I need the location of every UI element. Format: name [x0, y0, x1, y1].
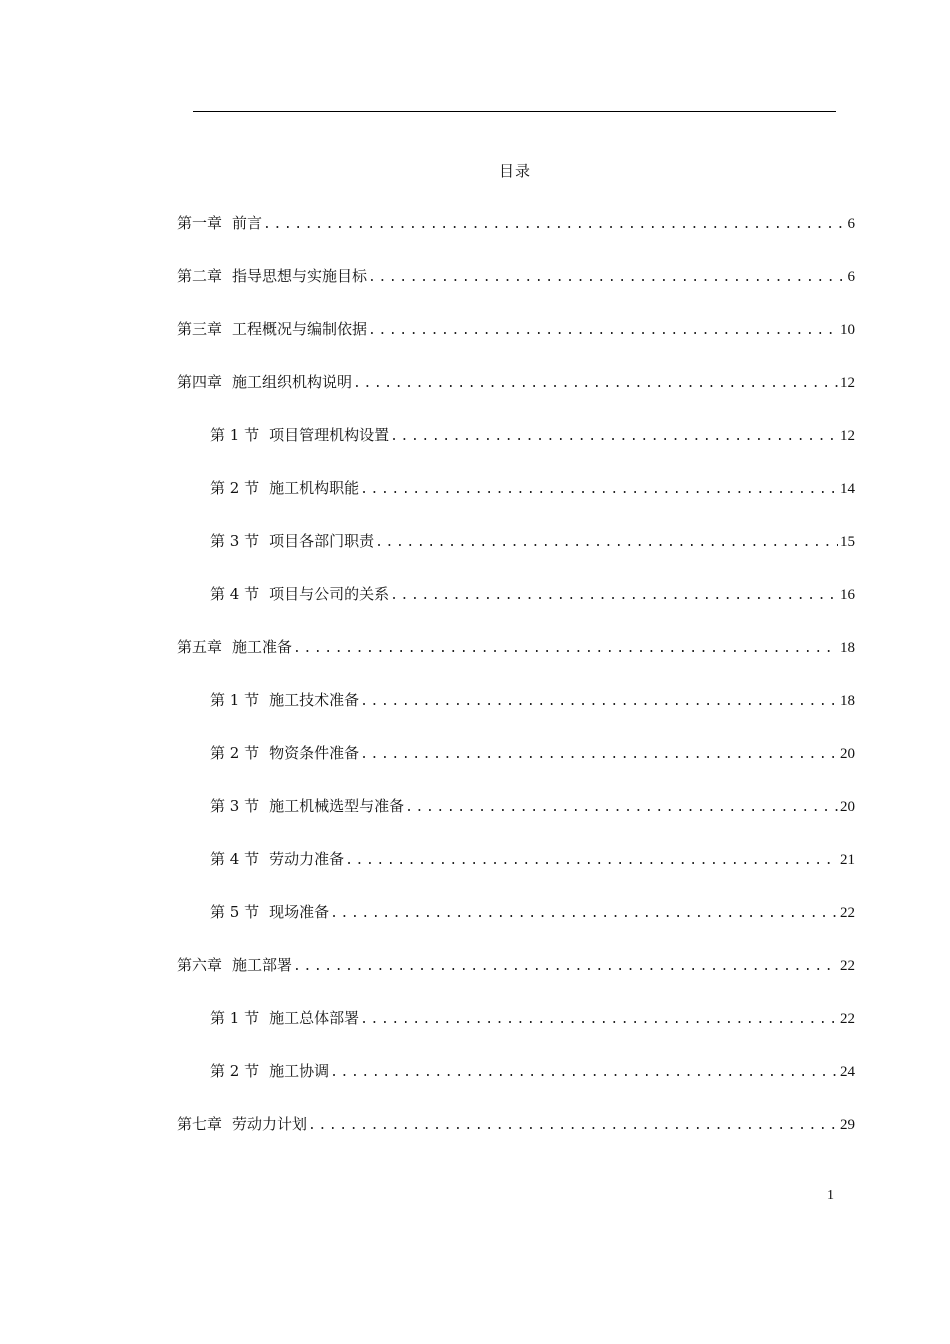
toc-entry-number: 第 1 节 — [210, 691, 260, 709]
toc-entry-label: 施工总体部署 — [269, 1009, 360, 1027]
toc-entry-number: 第 4 节 — [210, 850, 260, 868]
toc-section-entry[interactable] — [177, 742, 855, 795]
toc-chapter-entry[interactable] — [177, 636, 855, 689]
toc-entry-label: 劳动力准备 — [269, 850, 345, 868]
toc-entry-number: 第 5 节 — [210, 903, 260, 921]
toc-chapter-entry[interactable] — [177, 265, 855, 318]
toc-chapter-entry[interactable] — [177, 954, 855, 1007]
page-number: 1 — [827, 1188, 834, 1203]
toc-entry-number: 第 4 节 — [210, 585, 260, 603]
toc-section-entry[interactable] — [177, 901, 855, 954]
toc-section-entry[interactable] — [177, 530, 855, 583]
toc-entry-page: 6 — [847, 269, 855, 285]
toc-entry-label: 工程概况与编制依据 — [232, 320, 368, 338]
toc-entry-label: 施工机构职能 — [269, 479, 360, 497]
table-of-contents — [177, 212, 855, 1166]
dot-leader — [368, 267, 845, 289]
toc-entry-number: 第 2 节 — [210, 1062, 260, 1080]
dot-leader — [405, 797, 838, 819]
toc-entry-number: 第四章 — [177, 373, 223, 391]
toc-entry-page: 20 — [840, 799, 855, 815]
toc-entry-label: 施工协调 — [269, 1062, 330, 1080]
toc-entry-page: 18 — [840, 693, 855, 709]
toc-entry-number: 第 1 节 — [210, 426, 260, 444]
toc-chapter-entry[interactable] — [177, 371, 855, 424]
toc-entry-number: 第 2 节 — [210, 479, 260, 497]
toc-entry-label: 施工准备 — [232, 638, 293, 656]
toc-entry-label: 项目与公司的关系 — [269, 585, 390, 603]
toc-entry-number: 第 3 节 — [210, 532, 260, 550]
dot-leader — [390, 585, 838, 607]
header-rule — [193, 111, 836, 112]
toc-entry-page: 6 — [847, 216, 855, 232]
toc-entry-number: 第五章 — [177, 638, 223, 656]
dot-leader — [360, 1009, 838, 1031]
dot-leader — [375, 532, 838, 554]
toc-entry-label: 施工部署 — [232, 956, 293, 974]
dot-leader — [330, 903, 838, 925]
dot-leader — [368, 320, 838, 342]
toc-entry-number: 第一章 — [177, 214, 223, 232]
toc-entry-page: 22 — [840, 1011, 855, 1027]
toc-chapter-entry[interactable] — [177, 318, 855, 371]
toc-entry-page: 15 — [840, 534, 855, 550]
toc-entry-label: 劳动力计划 — [232, 1115, 308, 1133]
toc-entry-number: 第六章 — [177, 956, 223, 974]
toc-entry-number: 第 1 节 — [210, 1009, 260, 1027]
dot-leader — [308, 1115, 838, 1137]
dot-leader — [360, 744, 838, 766]
toc-entry-page: 16 — [840, 587, 855, 603]
toc-entry-label: 现场准备 — [269, 903, 330, 921]
toc-section-entry[interactable] — [177, 795, 855, 848]
toc-chapter-entry[interactable] — [177, 212, 855, 265]
toc-entry-number: 第三章 — [177, 320, 223, 338]
toc-section-entry[interactable] — [177, 477, 855, 530]
toc-entry-page: 12 — [840, 428, 855, 444]
toc-entry-page: 22 — [840, 958, 855, 974]
toc-entry-page: 24 — [840, 1064, 855, 1080]
toc-section-entry[interactable] — [177, 1007, 855, 1060]
toc-entry-page: 12 — [840, 375, 855, 391]
dot-leader — [390, 426, 838, 448]
toc-entry-number: 第 2 节 — [210, 744, 260, 762]
toc-entry-label: 项目管理机构设置 — [269, 426, 390, 444]
toc-entry-label: 项目各部门职责 — [269, 532, 375, 550]
toc-entry-label: 前言 — [232, 214, 263, 232]
toc-entry-label: 施工机械选型与准备 — [269, 797, 405, 815]
toc-section-entry[interactable] — [177, 689, 855, 742]
toc-entry-page: 10 — [840, 322, 855, 338]
toc-entry-page: 22 — [840, 905, 855, 921]
toc-entry-page: 21 — [840, 852, 855, 868]
dot-leader — [345, 850, 838, 872]
toc-entry-number: 第七章 — [177, 1115, 223, 1133]
toc-entry-number: 第二章 — [177, 267, 223, 285]
dot-leader — [353, 373, 838, 395]
toc-section-entry[interactable] — [177, 424, 855, 477]
toc-entry-label: 物资条件准备 — [269, 744, 360, 762]
toc-chapter-entry[interactable] — [177, 1113, 855, 1166]
toc-title: 目录 — [498, 162, 531, 180]
toc-entry-page: 14 — [840, 481, 855, 497]
toc-entry-number: 第 3 节 — [210, 797, 260, 815]
dot-leader — [330, 1062, 838, 1084]
dot-leader — [360, 691, 838, 713]
toc-entry-label: 指导思想与实施目标 — [232, 267, 368, 285]
toc-entry-page: 20 — [840, 746, 855, 762]
toc-entry-page: 18 — [840, 640, 855, 656]
dot-leader — [293, 638, 838, 660]
toc-section-entry[interactable] — [177, 848, 855, 901]
dot-leader — [293, 956, 838, 978]
toc-entry-label: 施工技术准备 — [269, 691, 360, 709]
dot-leader — [263, 214, 845, 236]
dot-leader — [360, 479, 838, 501]
toc-section-entry[interactable] — [177, 583, 855, 636]
toc-section-entry[interactable] — [177, 1060, 855, 1113]
toc-entry-page: 29 — [840, 1117, 855, 1133]
toc-entry-label: 施工组织机构说明 — [232, 373, 353, 391]
